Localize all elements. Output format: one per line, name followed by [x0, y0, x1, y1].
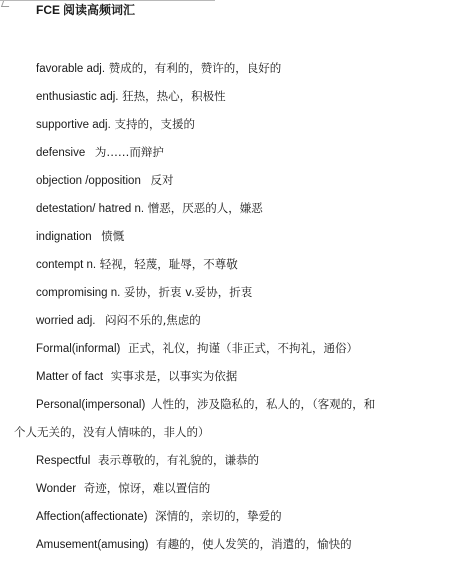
vocab-definition: 愤慨	[101, 229, 125, 243]
vocab-term: compromising n.	[36, 287, 121, 299]
vocab-term: defensive	[36, 147, 86, 159]
vocab-definition: 为……而辩护	[94, 145, 164, 159]
vocab-definition: 实事求是，以事实为依据	[110, 369, 238, 383]
vocab-term: Personal(impersonal)	[36, 399, 146, 411]
vocab-definition: 正式，礼仪，拘谨（非正式，不拘礼，通俗）	[128, 341, 358, 355]
vocab-entry-worried	[36, 312, 201, 329]
vocab-term: contempt n.	[36, 259, 97, 271]
vocab-definition: 憎恶，厌恶的人，嫌恶	[147, 201, 263, 215]
vocab-definition: 反对	[150, 173, 174, 187]
vocab-entry-amusement	[36, 536, 352, 553]
vocab-entry-objection	[36, 172, 174, 189]
vocab-term: Formal(informal)	[36, 343, 121, 355]
vocab-entry-indignation	[36, 228, 124, 245]
corner-mark-icon	[1, 1, 11, 7]
vocab-definition-continuation: 个人无关的，没有人情味的，非人的）	[14, 425, 210, 439]
document-title	[36, 2, 135, 18]
vocab-definition: 轻视，轻蔑，耻辱，不尊敬	[99, 257, 238, 271]
vocab-entry-contempt	[36, 256, 238, 273]
vocab-term: Matter of fact	[36, 371, 104, 383]
vocab-entry-affection	[36, 508, 282, 525]
vocab-term: Wonder	[36, 483, 77, 495]
vocab-definition: 深情的，亲切的，挚爱的	[155, 509, 282, 523]
vocab-entry-respectful	[36, 452, 259, 469]
vocab-term: objection /opposition	[36, 175, 141, 187]
vocab-definition: 闷闷不乐的,焦虑的	[105, 313, 201, 327]
vocab-entry-formal	[36, 340, 358, 357]
vocab-term: worried adj.	[36, 315, 96, 327]
vocab-term: detestation/ hatred n.	[36, 203, 145, 215]
vocab-term: indignation	[36, 231, 92, 243]
vocab-entry-wonder	[36, 480, 210, 497]
vocab-term: Respectful	[36, 455, 91, 467]
vocab-definition: 狂热，热心，积极性	[122, 89, 226, 103]
vocab-entry-defensive	[36, 144, 164, 161]
vocab-term: Affection(affectionate)	[36, 511, 148, 523]
vocab-definition: 奇迹，惊讶，难以置信的	[83, 481, 211, 495]
vocab-term: Amusement(amusing)	[36, 539, 149, 551]
vocab-definition: 人性的，涉及隐私的，私人的，（客观的，和	[150, 397, 376, 411]
vocab-term: supportive adj.	[36, 119, 111, 131]
vocab-definition: 表示尊敬的，有礼貌的，谦恭的	[98, 453, 259, 467]
vocab-entry-matter-of-fact	[36, 368, 237, 385]
vocab-entry-favorable	[36, 60, 281, 77]
vocab-entry-personal	[36, 396, 375, 413]
vocab-entry-detestation	[36, 200, 263, 217]
top-border-line	[0, 0, 215, 1]
vocab-definition: 有趣的，使人发笑的，消遣的，愉快的	[156, 537, 352, 551]
document-title-latin: FCE	[36, 3, 60, 17]
vocab-definition: 支持的，支援的	[114, 117, 195, 131]
vocab-term: favorable adj.	[36, 63, 106, 75]
vocab-entry-supportive	[36, 116, 195, 133]
vocab-entry-enthusiastic	[36, 88, 226, 105]
vocab-term: enthusiastic adj.	[36, 91, 119, 103]
vocab-definition: 赞成的，有利的，赞许的，良好的	[108, 61, 282, 75]
vocab-definition: 妥协，折衷 v.妥协，折衷	[124, 285, 253, 299]
document-title-cjk: 阅读高频词汇	[63, 3, 136, 17]
vocab-entry-compromising	[36, 284, 252, 301]
